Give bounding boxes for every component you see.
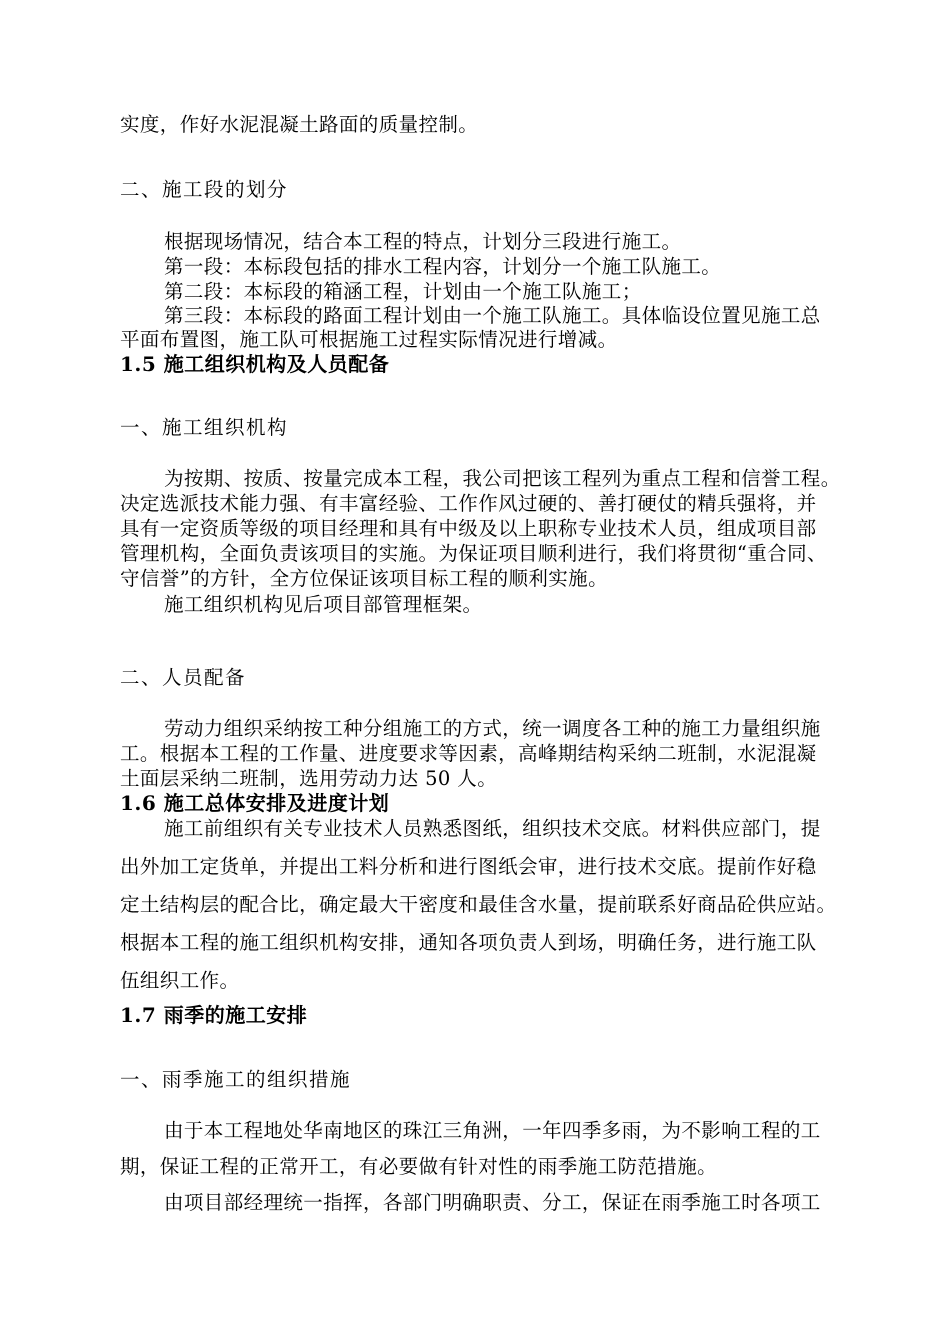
org-line-2: 决定选派技术能力强、有丰富经验、工作作风过硬的、善打硬仗的精兵强将，并 bbox=[120, 492, 817, 515]
staff-line-1: 劳动力组织采纳按工种分组施工的方式，统一调度各工种的施工力量组织施 bbox=[164, 717, 821, 740]
heading-1-6: 1.6 施工总体安排及进度计划 bbox=[120, 791, 390, 815]
section-title-rain: 一、雨季施工的组织措施 bbox=[120, 1068, 352, 1091]
org-line-4: 管理机构，全面负责该项目的实施。为保证项目顺利进行，我们将贯彻“重合同、 bbox=[120, 542, 827, 565]
segments-line-2: 第一段：本标段包括的排水工程内容，计划分一个施工队施工。 bbox=[164, 255, 722, 278]
rain-line-3: 由项目部经理统一指挥，各部门明确职责、分工，保证在雨季施工时各项工 bbox=[164, 1191, 821, 1214]
section-title-staff: 二、人员配备 bbox=[120, 666, 247, 689]
segments-line-1: 根据现场情况，结合本工程的特点，计划分三段进行施工。 bbox=[164, 230, 682, 253]
intro-tail-text: 实度，作好水泥混凝土路面的质量控制。 bbox=[120, 113, 479, 136]
heading-1-7: 1.7 雨季的施工安排 bbox=[120, 1003, 308, 1027]
rain-line-1: 由于本工程地处华南地区的珠江三角洲，一年四季多雨，为不影响工程的工 bbox=[164, 1119, 821, 1142]
org-line-5: 守信誉”的方针，全方位保证该项目标工程的顺利实施。 bbox=[120, 567, 608, 590]
plan-line-2: 出外加工定货单，并提出工料分析和进行图纸会审，进行技术交底。提前作好稳 bbox=[120, 855, 817, 878]
plan-line-1: 施工前组织有关专业技术人员熟悉图纸，组织技术交底。材料供应部门，提 bbox=[164, 817, 821, 840]
org-line-1: 为按期、按质、按量完成本工程，我公司把该工程列为重点工程和信誉工程。 bbox=[164, 467, 841, 490]
staff-line-2: 工。根据本工程的工作量、进度要求等因素，高峰期结构采纳二班制，水泥混凝 bbox=[120, 742, 817, 765]
staff-line-3: 土面层采纳二班制，选用劳动力达 50 人。 bbox=[120, 767, 498, 790]
plan-line-5: 伍组织工作。 bbox=[120, 969, 240, 992]
org-line-3: 具有一定资质等级的项目经理和具有中级及以上职称专业技术人员，组成项目部 bbox=[120, 517, 817, 540]
segments-line-3: 第二段：本标段的箱涵工程，计划由一个施工队施工； bbox=[164, 280, 642, 303]
segments-line-4: 第三段：本标段的路面工程计划由一个施工队施工。具体临设位置见施工总 bbox=[164, 304, 821, 327]
heading-1-5: 1.5 施工组织机构及人员配备 bbox=[120, 352, 390, 376]
segments-line-5: 平面布置图，施工队可根据施工过程实际情况进行增减。 bbox=[120, 328, 618, 351]
section-title-segments: 二、施工段的划分 bbox=[120, 178, 289, 201]
org-line-6: 施工组织机构见后项目部管理框架。 bbox=[164, 593, 483, 616]
plan-line-3: 定土结构层的配合比，确定最大干密度和最佳含水量，提前联系好商品砼供应站。 bbox=[120, 893, 837, 916]
plan-line-4: 根据本工程的施工组织机构安排，通知各项负责人到场，明确任务，进行施工队 bbox=[120, 931, 817, 954]
section-title-org: 一、施工组织机构 bbox=[120, 416, 289, 439]
rain-line-2: 期，保证工程的正常开工，有必要做有针对性的雨季施工防范措施。 bbox=[120, 1155, 718, 1178]
